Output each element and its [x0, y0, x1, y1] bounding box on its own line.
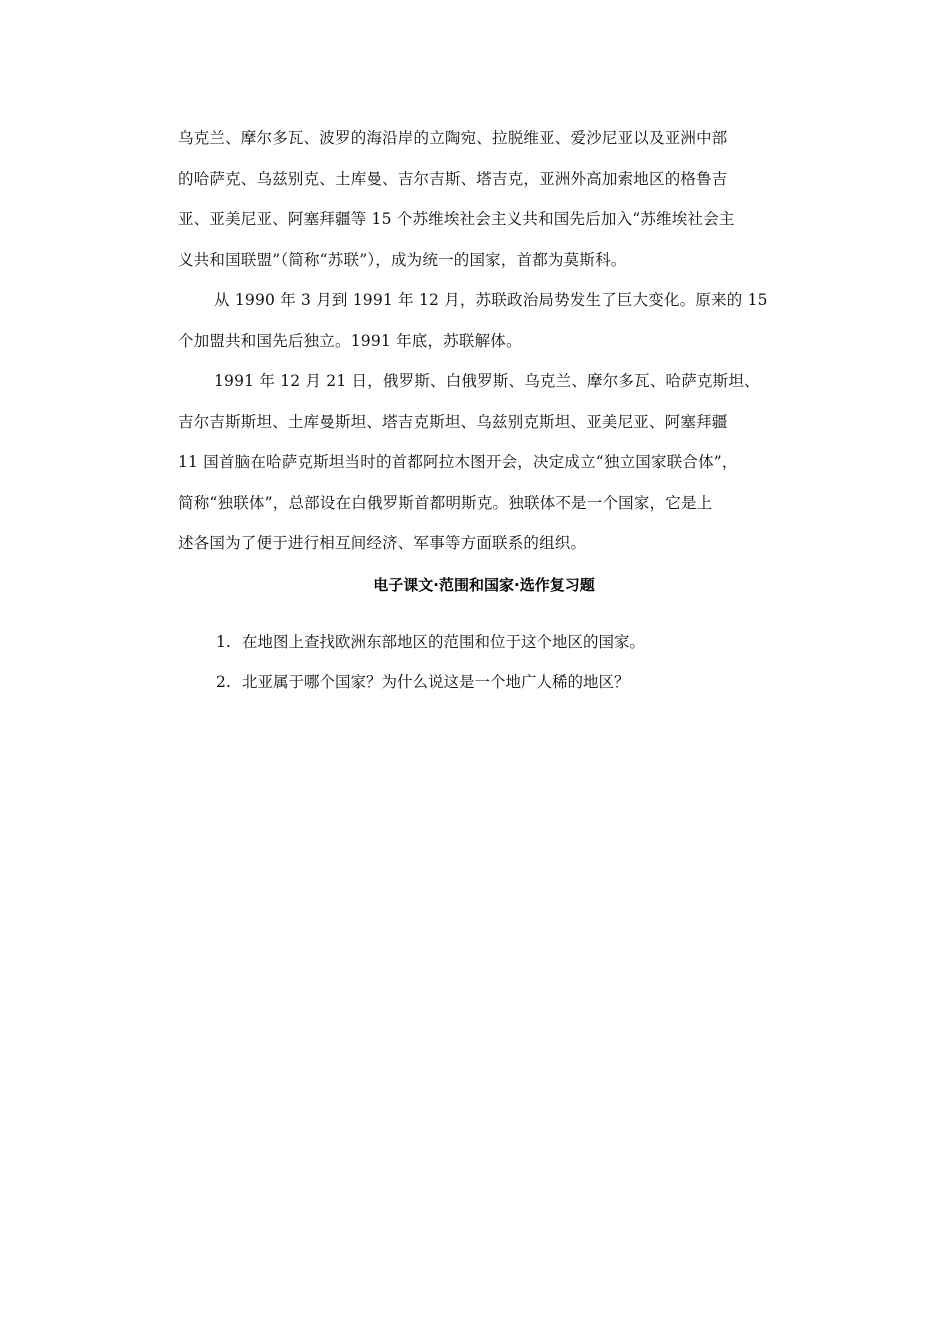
- section-heading: 电子课文·范围和国家·选作复习题: [373, 575, 595, 594]
- question-text: 在地图上查找欧洲东部地区的范围和位于这个地区的国家。: [242, 632, 646, 651]
- review-questions: [178, 622, 778, 702]
- question-item: [178, 662, 778, 702]
- question-number: 2.: [216, 672, 231, 691]
- question-number: 1.: [216, 632, 231, 651]
- question-text: 北亚属于哪个国家？为什么说这是一个地广人稀的地区？: [242, 672, 630, 691]
- text-line: 11 国首脑在哈萨克斯坦当时的首都阿拉木图开会，决定成立“独立国家联合体”，: [178, 453, 738, 471]
- text-line: 的哈萨克、乌兹别克、土库曼、吉尔吉斯、塔吉克，亚洲外高加索地区的格鲁吉: [178, 169, 728, 188]
- text-line: 简称“独联体”，总部设在白俄罗斯首都明斯克。独联体不是一个国家，它是上: [178, 493, 713, 512]
- paragraph-dissolution: [178, 280, 778, 361]
- paragraph-cis: [178, 361, 778, 564]
- text-line: 从 1990 年 3 月到 1991 年 12 月，苏联政治局势发生了巨大变化。原来的 15: [214, 291, 768, 309]
- text-line: 吉尔吉斯斯坦、土库曼斯坦、塔吉克斯坦、乌兹别克斯坦、亚美尼亚、阿塞拜疆: [178, 412, 728, 431]
- text-line: 乌克兰、摩尔多瓦、波罗的海沿岸的立陶宛、拉脱维亚、爱沙尼亚以及亚洲中部: [178, 129, 728, 147]
- document-body: [178, 118, 778, 702]
- text-line: 亚、亚美尼亚、阿塞拜疆等 15 个苏维埃社会主义共和国先后加入“苏维埃社会主: [178, 210, 735, 228]
- text-line: 义共和国联盟”（简称“苏联”），成为统一的国家，首都为莫斯科。: [178, 250, 627, 269]
- question-item: [178, 622, 778, 662]
- text-line: 1991 年 12 月 21 日，俄罗斯、白俄罗斯、乌克兰、摩尔多瓦、哈萨克斯坦、: [214, 372, 760, 390]
- text-line: 述各国为了便于进行相互间经济、军事等方面联系的组织。: [178, 534, 587, 552]
- text-line: 个加盟共和国先后独立。1991 年底，苏联解体。: [178, 331, 522, 350]
- paragraph-soviet-union: [178, 118, 778, 280]
